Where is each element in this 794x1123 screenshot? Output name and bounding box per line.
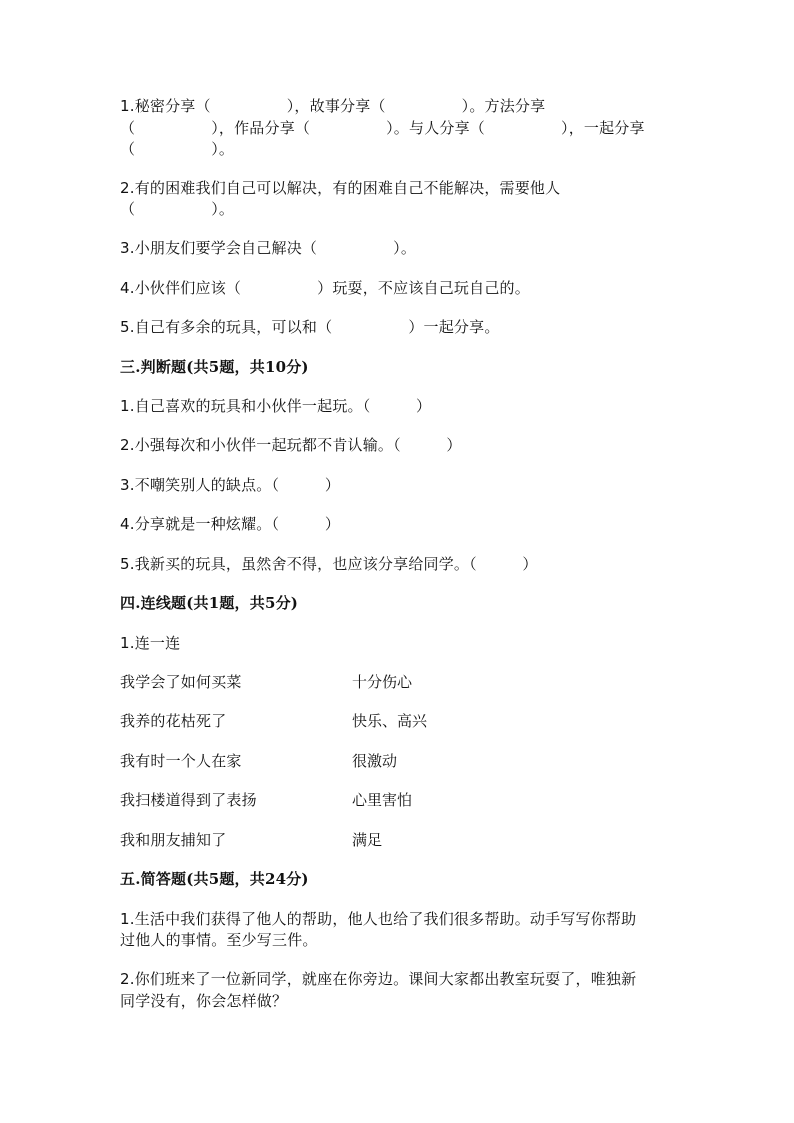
judge-item: 2.小强每次和小伙伴一起玩都不肯认输。（ ） [120,436,462,454]
judge-item: 5.我新买的玩具，虽然舍不得，也应该分享给同学。（ ） [120,555,538,573]
short-q2-line1: 2.你们班来了一位新同学，就座在你旁边。课间大家都出教室玩耍了，唯独新 [120,970,637,988]
fill-q5: 5.自己有多余的玩具，可以和（ ）一起分享。 [120,318,500,336]
fill-q2-line1: 2.有的困难我们自己可以解决，有的困难自己不能解决，需要他人 [120,179,561,197]
short-q2-line2: 同学没有，你会怎样做？ [120,992,288,1010]
match-question: 1.连一连 [120,634,181,652]
judge-heading: 三.判断题(共5题，共10分) [120,358,309,376]
match-left-item: 我有时一个人在家 [120,752,242,770]
match-right-item: 心里害怕 [352,791,413,809]
fill-q1-line1: 1.秘密分享（ ），故事分享（ ）。方法分享 [120,97,546,115]
judge-item: 3.不嘲笑别人的缺点。（ ） [120,476,341,494]
match-right-item: 十分伤心 [352,673,413,691]
fill-q1-line3: （ ）。 [120,140,235,158]
fill-q3: 3.小朋友们要学会自己解决（ ）。 [120,239,417,257]
judge-item: 1.自己喜欢的玩具和小伙伴一起玩。（ ） [120,397,432,415]
match-heading: 四.连线题(共1题，共5分) [120,594,299,612]
match-right-item: 满足 [352,831,383,849]
match-left-item: 我和朋友捕知了 [120,831,227,849]
fill-q4: 4.小伙伴们应该（ ）玩耍，不应该自己玩自己的。 [120,279,530,297]
short-q1-line2: 过他人的事情。至少写三件。 [120,931,318,949]
short-q1-line1: 1.生活中我们获得了他人的帮助，他人也给了我们很多帮助。动手写写你帮助 [120,910,637,928]
fill-q1-line2: （ ），作品分享（ ）。与人分享（ ），一起分享 [120,119,645,137]
fill-q2-line2: （ ）。 [120,200,235,218]
short-answer-heading: 五.简答题(共5题，共24分) [120,870,309,888]
match-left-item: 我养的花枯死了 [120,712,227,730]
judge-item: 4.分享就是一种炫耀。（ ） [120,515,341,533]
match-right-item: 快乐、高兴 [352,712,428,730]
match-left-item: 我学会了如何买菜 [120,673,242,691]
match-left-item: 我扫楼道得到了表扬 [120,791,257,809]
match-right-item: 很激动 [352,752,398,770]
